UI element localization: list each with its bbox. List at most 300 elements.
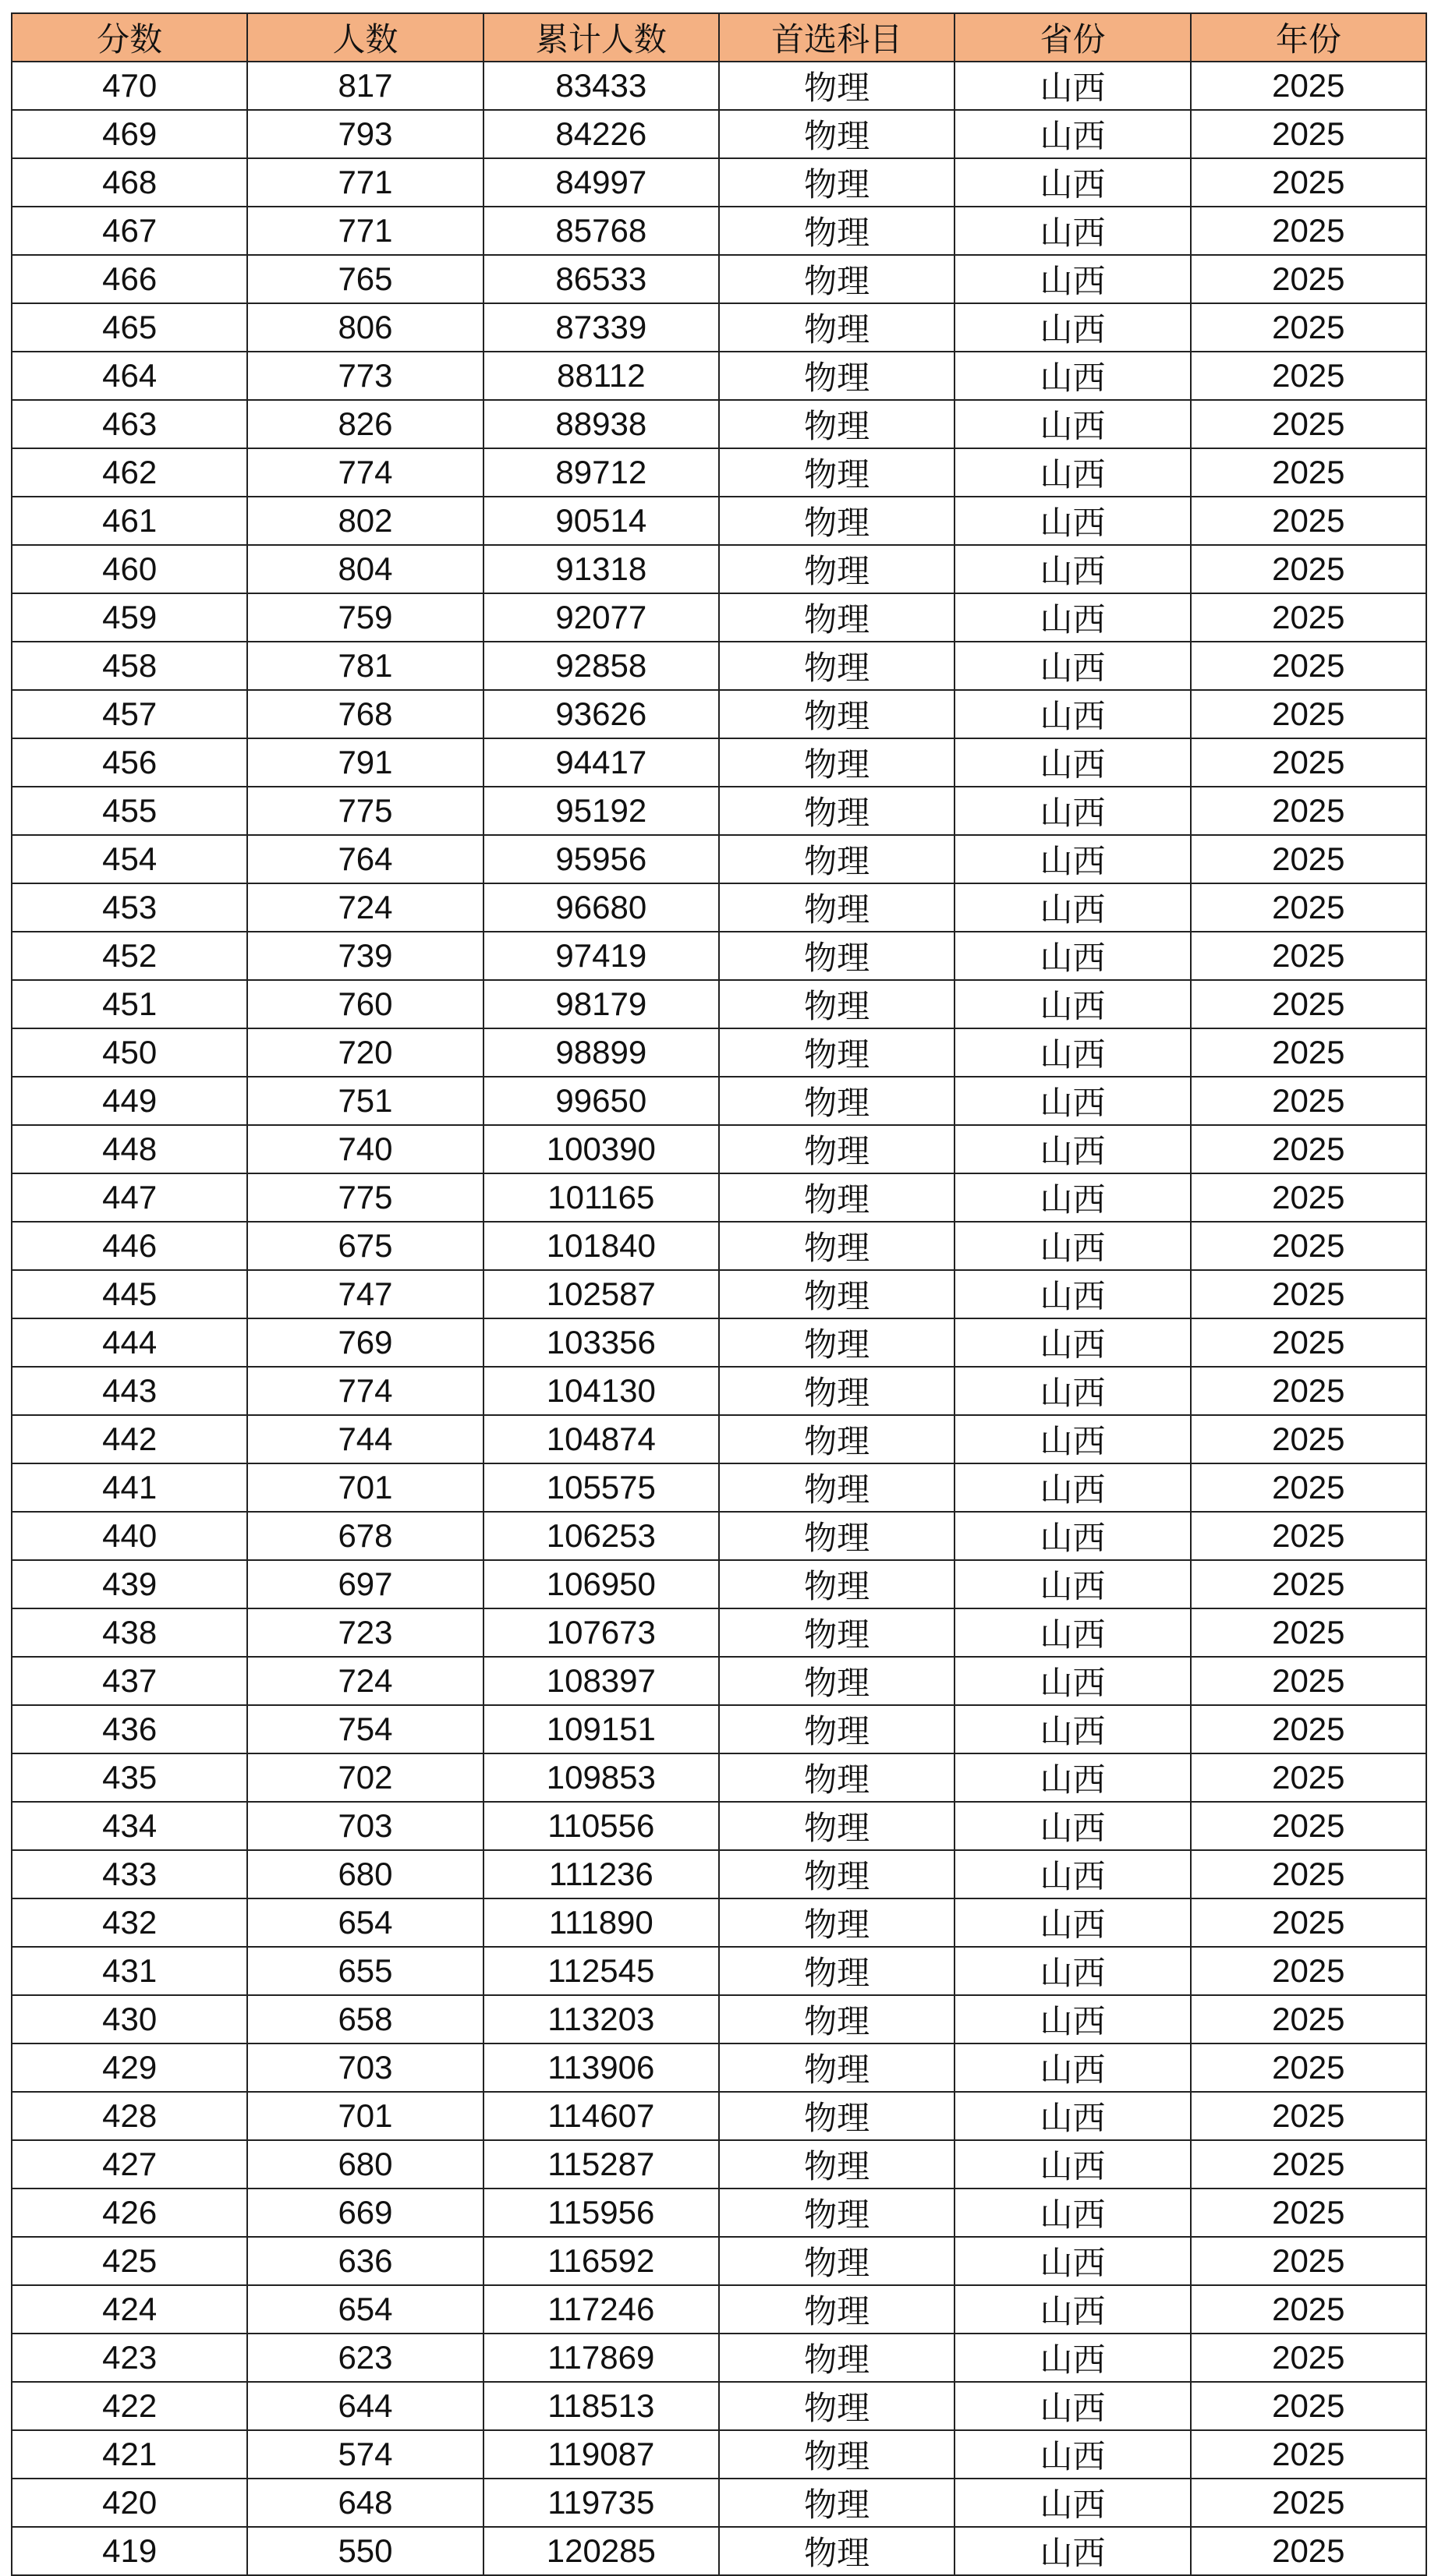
province-cell: 山西 <box>955 62 1190 110</box>
score-cell: 433 <box>12 1850 247 1898</box>
year-cell: 2025 <box>1191 1898 1426 1947</box>
province-cell: 山西 <box>955 593 1190 642</box>
table-row <box>12 1077 1426 1125</box>
cumulative-cell: 107673 <box>483 1608 719 1657</box>
subject-cell: 物理 <box>719 932 955 980</box>
cumulative-cell: 92077 <box>483 593 719 642</box>
table-row <box>12 1270 1426 1318</box>
subject-cell: 物理 <box>719 1222 955 1270</box>
year-cell: 2025 <box>1191 2189 1426 2237</box>
subject-cell: 物理 <box>719 2237 955 2285</box>
year-cell: 2025 <box>1191 1125 1426 1173</box>
table-row <box>12 1608 1426 1657</box>
score-cell: 424 <box>12 2285 247 2334</box>
cumulative-cell: 101840 <box>483 1222 719 1270</box>
table-row <box>12 2189 1426 2237</box>
subject-cell: 物理 <box>719 2092 955 2140</box>
table-row <box>12 545 1426 593</box>
count-cell: 680 <box>247 1850 483 1898</box>
score-table-container <box>11 12 1427 2576</box>
year-cell: 2025 <box>1191 2285 1426 2334</box>
score-cell: 457 <box>12 690 247 738</box>
score-cell: 438 <box>12 1608 247 1657</box>
province-cell: 山西 <box>955 1560 1190 1608</box>
province-cell: 山西 <box>955 738 1190 787</box>
subject-cell: 物理 <box>719 62 955 110</box>
year-cell: 2025 <box>1191 1028 1426 1077</box>
count-cell: 804 <box>247 545 483 593</box>
count-cell: 703 <box>247 1802 483 1850</box>
subject-cell: 物理 <box>719 2479 955 2527</box>
cumulative-cell: 95192 <box>483 787 719 835</box>
year-cell: 2025 <box>1191 545 1426 593</box>
year-cell: 2025 <box>1191 2527 1426 2575</box>
table-row <box>12 1028 1426 1077</box>
count-cell: 760 <box>247 980 483 1028</box>
province-cell: 山西 <box>955 400 1190 448</box>
score-cell: 455 <box>12 787 247 835</box>
count-cell: 675 <box>247 1222 483 1270</box>
province-cell: 山西 <box>955 1850 1190 1898</box>
score-cell: 429 <box>12 2043 247 2092</box>
cumulative-cell: 110556 <box>483 1802 719 1850</box>
table-row <box>12 2285 1426 2334</box>
year-cell: 2025 <box>1191 593 1426 642</box>
year-cell: 2025 <box>1191 1850 1426 1898</box>
count-cell: 765 <box>247 255 483 303</box>
subject-cell: 物理 <box>719 1270 955 1318</box>
cumulative-cell: 106253 <box>483 1512 719 1560</box>
cumulative-cell: 113203 <box>483 1995 719 2043</box>
score-cell: 423 <box>12 2334 247 2382</box>
score-cell: 445 <box>12 1270 247 1318</box>
count-cell: 701 <box>247 1463 483 1512</box>
count-cell: 740 <box>247 1125 483 1173</box>
score-cell: 435 <box>12 1753 247 1802</box>
score-cell: 420 <box>12 2479 247 2527</box>
table-row <box>12 2382 1426 2430</box>
subject-cell: 物理 <box>719 545 955 593</box>
cumulative-cell: 83433 <box>483 62 719 110</box>
year-cell: 2025 <box>1191 400 1426 448</box>
count-cell: 747 <box>247 1270 483 1318</box>
score-cell: 450 <box>12 1028 247 1077</box>
subject-cell: 物理 <box>719 207 955 255</box>
subject-cell: 物理 <box>719 255 955 303</box>
subject-cell: 物理 <box>719 2527 955 2575</box>
cumulative-cell: 120285 <box>483 2527 719 2575</box>
table-row <box>12 642 1426 690</box>
year-cell: 2025 <box>1191 2479 1426 2527</box>
year-cell: 2025 <box>1191 62 1426 110</box>
year-cell: 2025 <box>1191 835 1426 883</box>
table-header <box>12 13 1426 62</box>
subject-cell: 物理 <box>719 2334 955 2382</box>
table-row <box>12 2527 1426 2575</box>
cumulative-cell: 97419 <box>483 932 719 980</box>
cumulative-cell: 108397 <box>483 1657 719 1705</box>
count-cell: 774 <box>247 448 483 497</box>
header-cumulative: 累计人数 <box>483 13 719 62</box>
table-row <box>12 738 1426 787</box>
count-cell: 654 <box>247 2285 483 2334</box>
score-cell: 465 <box>12 303 247 352</box>
province-cell: 山西 <box>955 2043 1190 2092</box>
count-cell: 655 <box>247 1947 483 1995</box>
table-row <box>12 1125 1426 1173</box>
count-cell: 739 <box>247 932 483 980</box>
header-row <box>12 13 1426 62</box>
province-cell: 山西 <box>955 1753 1190 1802</box>
province-cell: 山西 <box>955 303 1190 352</box>
count-cell: 764 <box>247 835 483 883</box>
year-cell: 2025 <box>1191 2430 1426 2479</box>
subject-cell: 物理 <box>719 448 955 497</box>
year-cell: 2025 <box>1191 690 1426 738</box>
score-cell: 458 <box>12 642 247 690</box>
score-cell: 447 <box>12 1173 247 1222</box>
cumulative-cell: 115287 <box>483 2140 719 2189</box>
province-cell: 山西 <box>955 835 1190 883</box>
score-cell: 454 <box>12 835 247 883</box>
subject-cell: 物理 <box>719 738 955 787</box>
province-cell: 山西 <box>955 448 1190 497</box>
count-cell: 806 <box>247 303 483 352</box>
cumulative-cell: 117869 <box>483 2334 719 2382</box>
province-cell: 山西 <box>955 787 1190 835</box>
count-cell: 724 <box>247 883 483 932</box>
year-cell: 2025 <box>1191 303 1426 352</box>
count-cell: 701 <box>247 2092 483 2140</box>
province-cell: 山西 <box>955 1705 1190 1753</box>
count-cell: 771 <box>247 207 483 255</box>
year-cell: 2025 <box>1191 1318 1426 1367</box>
cumulative-cell: 87339 <box>483 303 719 352</box>
table-row <box>12 207 1426 255</box>
cumulative-cell: 84226 <box>483 110 719 158</box>
count-cell: 781 <box>247 642 483 690</box>
count-cell: 703 <box>247 2043 483 2092</box>
subject-cell: 物理 <box>719 787 955 835</box>
subject-cell: 物理 <box>719 1318 955 1367</box>
table-row <box>12 255 1426 303</box>
province-cell: 山西 <box>955 1318 1190 1367</box>
year-cell: 2025 <box>1191 883 1426 932</box>
province-cell: 山西 <box>955 980 1190 1028</box>
count-cell: 817 <box>247 62 483 110</box>
subject-cell: 物理 <box>719 883 955 932</box>
table-row <box>12 1898 1426 1947</box>
year-cell: 2025 <box>1191 1415 1426 1463</box>
header-year: 年份 <box>1191 13 1426 62</box>
cumulative-cell: 91318 <box>483 545 719 593</box>
subject-cell: 物理 <box>719 158 955 207</box>
cumulative-cell: 98179 <box>483 980 719 1028</box>
subject-cell: 物理 <box>719 1028 955 1077</box>
year-cell: 2025 <box>1191 1705 1426 1753</box>
province-cell: 山西 <box>955 2527 1190 2575</box>
count-cell: 802 <box>247 497 483 545</box>
subject-cell: 物理 <box>719 1753 955 1802</box>
year-cell: 2025 <box>1191 932 1426 980</box>
subject-cell: 物理 <box>719 1125 955 1173</box>
province-cell: 山西 <box>955 1898 1190 1947</box>
province-cell: 山西 <box>955 1125 1190 1173</box>
score-cell: 463 <box>12 400 247 448</box>
score-cell: 448 <box>12 1125 247 1173</box>
subject-cell: 物理 <box>719 1898 955 1947</box>
table-row <box>12 1463 1426 1512</box>
province-cell: 山西 <box>955 1463 1190 1512</box>
province-cell: 山西 <box>955 255 1190 303</box>
count-cell: 702 <box>247 1753 483 1802</box>
table-row <box>12 1850 1426 1898</box>
province-cell: 山西 <box>955 2334 1190 2382</box>
score-cell: 462 <box>12 448 247 497</box>
province-cell: 山西 <box>955 1270 1190 1318</box>
score-cell: 461 <box>12 497 247 545</box>
year-cell: 2025 <box>1191 1560 1426 1608</box>
province-cell: 山西 <box>955 1222 1190 1270</box>
year-cell: 2025 <box>1191 2237 1426 2285</box>
province-cell: 山西 <box>955 352 1190 400</box>
count-cell: 791 <box>247 738 483 787</box>
count-cell: 658 <box>247 1995 483 2043</box>
subject-cell: 物理 <box>719 2285 955 2334</box>
cumulative-cell: 85768 <box>483 207 719 255</box>
cumulative-cell: 119735 <box>483 2479 719 2527</box>
table-row <box>12 1512 1426 1560</box>
cumulative-cell: 111890 <box>483 1898 719 1947</box>
province-cell: 山西 <box>955 1415 1190 1463</box>
province-cell: 山西 <box>955 2285 1190 2334</box>
count-cell: 754 <box>247 1705 483 1753</box>
score-cell: 459 <box>12 593 247 642</box>
table-row <box>12 2237 1426 2285</box>
year-cell: 2025 <box>1191 1995 1426 2043</box>
province-cell: 山西 <box>955 2189 1190 2237</box>
count-cell: 775 <box>247 1173 483 1222</box>
count-cell: 644 <box>247 2382 483 2430</box>
header-subject: 首选科目 <box>719 13 955 62</box>
cumulative-cell: 103356 <box>483 1318 719 1367</box>
year-cell: 2025 <box>1191 1222 1426 1270</box>
header-count: 人数 <box>247 13 483 62</box>
cumulative-cell: 118513 <box>483 2382 719 2430</box>
cumulative-cell: 93626 <box>483 690 719 738</box>
subject-cell: 物理 <box>719 1415 955 1463</box>
cumulative-cell: 95956 <box>483 835 719 883</box>
year-cell: 2025 <box>1191 1367 1426 1415</box>
year-cell: 2025 <box>1191 980 1426 1028</box>
count-cell: 723 <box>247 1608 483 1657</box>
table-row <box>12 2043 1426 2092</box>
cumulative-cell: 96680 <box>483 883 719 932</box>
count-cell: 680 <box>247 2140 483 2189</box>
score-cell: 442 <box>12 1415 247 1463</box>
score-cell: 460 <box>12 545 247 593</box>
count-cell: 773 <box>247 352 483 400</box>
subject-cell: 物理 <box>719 1705 955 1753</box>
subject-cell: 物理 <box>719 690 955 738</box>
year-cell: 2025 <box>1191 352 1426 400</box>
table-row <box>12 448 1426 497</box>
cumulative-cell: 104874 <box>483 1415 719 1463</box>
subject-cell: 物理 <box>719 1850 955 1898</box>
table-row <box>12 690 1426 738</box>
year-cell: 2025 <box>1191 2140 1426 2189</box>
count-cell: 636 <box>247 2237 483 2285</box>
year-cell: 2025 <box>1191 2382 1426 2430</box>
province-cell: 山西 <box>955 1173 1190 1222</box>
cumulative-cell: 106950 <box>483 1560 719 1608</box>
table-row <box>12 2430 1426 2479</box>
count-cell: 793 <box>247 110 483 158</box>
province-cell: 山西 <box>955 690 1190 738</box>
header-score: 分数 <box>12 13 247 62</box>
table-row <box>12 2334 1426 2382</box>
table-row <box>12 1947 1426 1995</box>
score-cell: 444 <box>12 1318 247 1367</box>
year-cell: 2025 <box>1191 2092 1426 2140</box>
score-cell: 431 <box>12 1947 247 1995</box>
table-row <box>12 835 1426 883</box>
count-cell: 775 <box>247 787 483 835</box>
year-cell: 2025 <box>1191 1077 1426 1125</box>
cumulative-cell: 102587 <box>483 1270 719 1318</box>
table-row <box>12 1657 1426 1705</box>
subject-cell: 物理 <box>719 2140 955 2189</box>
score-cell: 468 <box>12 158 247 207</box>
province-cell: 山西 <box>955 1802 1190 1850</box>
score-cell: 422 <box>12 2382 247 2430</box>
cumulative-cell: 101165 <box>483 1173 719 1222</box>
count-cell: 744 <box>247 1415 483 1463</box>
table-row <box>12 2479 1426 2527</box>
subject-cell: 物理 <box>719 352 955 400</box>
table-row <box>12 110 1426 158</box>
subject-cell: 物理 <box>719 1657 955 1705</box>
count-cell: 574 <box>247 2430 483 2479</box>
subject-cell: 物理 <box>719 593 955 642</box>
province-cell: 山西 <box>955 1077 1190 1125</box>
cumulative-cell: 105575 <box>483 1463 719 1512</box>
cumulative-cell: 90514 <box>483 497 719 545</box>
year-cell: 2025 <box>1191 207 1426 255</box>
count-cell: 669 <box>247 2189 483 2237</box>
subject-cell: 物理 <box>719 1367 955 1415</box>
province-cell: 山西 <box>955 1947 1190 1995</box>
score-cell: 441 <box>12 1463 247 1512</box>
cumulative-cell: 112545 <box>483 1947 719 1995</box>
cumulative-cell: 116592 <box>483 2237 719 2285</box>
subject-cell: 物理 <box>719 1463 955 1512</box>
subject-cell: 物理 <box>719 2189 955 2237</box>
count-cell: 724 <box>247 1657 483 1705</box>
cumulative-cell: 117246 <box>483 2285 719 2334</box>
year-cell: 2025 <box>1191 738 1426 787</box>
cumulative-cell: 99650 <box>483 1077 719 1125</box>
year-cell: 2025 <box>1191 158 1426 207</box>
cumulative-cell: 114607 <box>483 2092 719 2140</box>
subject-cell: 物理 <box>719 980 955 1028</box>
table-row <box>12 1753 1426 1802</box>
province-cell: 山西 <box>955 158 1190 207</box>
province-cell: 山西 <box>955 1657 1190 1705</box>
subject-cell: 物理 <box>719 1512 955 1560</box>
cumulative-cell: 92858 <box>483 642 719 690</box>
score-cell: 440 <box>12 1512 247 1560</box>
score-cell: 421 <box>12 2430 247 2479</box>
count-cell: 654 <box>247 1898 483 1947</box>
table-row <box>12 593 1426 642</box>
count-cell: 697 <box>247 1560 483 1608</box>
cumulative-cell: 88112 <box>483 352 719 400</box>
province-cell: 山西 <box>955 2382 1190 2430</box>
count-cell: 720 <box>247 1028 483 1077</box>
year-cell: 2025 <box>1191 110 1426 158</box>
count-cell: 751 <box>247 1077 483 1125</box>
count-cell: 648 <box>247 2479 483 2527</box>
table-row <box>12 1802 1426 1850</box>
year-cell: 2025 <box>1191 1270 1426 1318</box>
table-body <box>12 62 1426 2575</box>
score-cell: 469 <box>12 110 247 158</box>
cumulative-cell: 109853 <box>483 1753 719 1802</box>
subject-cell: 物理 <box>719 110 955 158</box>
score-cell: 464 <box>12 352 247 400</box>
table-row <box>12 62 1426 110</box>
score-cell: 430 <box>12 1995 247 2043</box>
score-cell: 449 <box>12 1077 247 1125</box>
table-row <box>12 2092 1426 2140</box>
score-cell: 432 <box>12 1898 247 1947</box>
table-row <box>12 1705 1426 1753</box>
province-cell: 山西 <box>955 1367 1190 1415</box>
subject-cell: 物理 <box>719 2043 955 2092</box>
score-cell: 434 <box>12 1802 247 1850</box>
year-cell: 2025 <box>1191 2043 1426 2092</box>
cumulative-cell: 104130 <box>483 1367 719 1415</box>
year-cell: 2025 <box>1191 1463 1426 1512</box>
count-cell: 678 <box>247 1512 483 1560</box>
cumulative-cell: 84997 <box>483 158 719 207</box>
score-cell: 456 <box>12 738 247 787</box>
table-row <box>12 1318 1426 1367</box>
score-distribution-table <box>11 12 1427 2576</box>
count-cell: 774 <box>247 1367 483 1415</box>
count-cell: 826 <box>247 400 483 448</box>
year-cell: 2025 <box>1191 448 1426 497</box>
subject-cell: 物理 <box>719 497 955 545</box>
table-row <box>12 1367 1426 1415</box>
province-cell: 山西 <box>955 545 1190 593</box>
count-cell: 623 <box>247 2334 483 2382</box>
province-cell: 山西 <box>955 1028 1190 1077</box>
table-row <box>12 497 1426 545</box>
table-row <box>12 787 1426 835</box>
subject-cell: 物理 <box>719 1608 955 1657</box>
cumulative-cell: 115956 <box>483 2189 719 2237</box>
score-cell: 446 <box>12 1222 247 1270</box>
score-cell: 451 <box>12 980 247 1028</box>
table-row <box>12 932 1426 980</box>
province-cell: 山西 <box>955 883 1190 932</box>
province-cell: 山西 <box>955 2430 1190 2479</box>
province-cell: 山西 <box>955 1512 1190 1560</box>
province-cell: 山西 <box>955 2092 1190 2140</box>
table-row <box>12 883 1426 932</box>
